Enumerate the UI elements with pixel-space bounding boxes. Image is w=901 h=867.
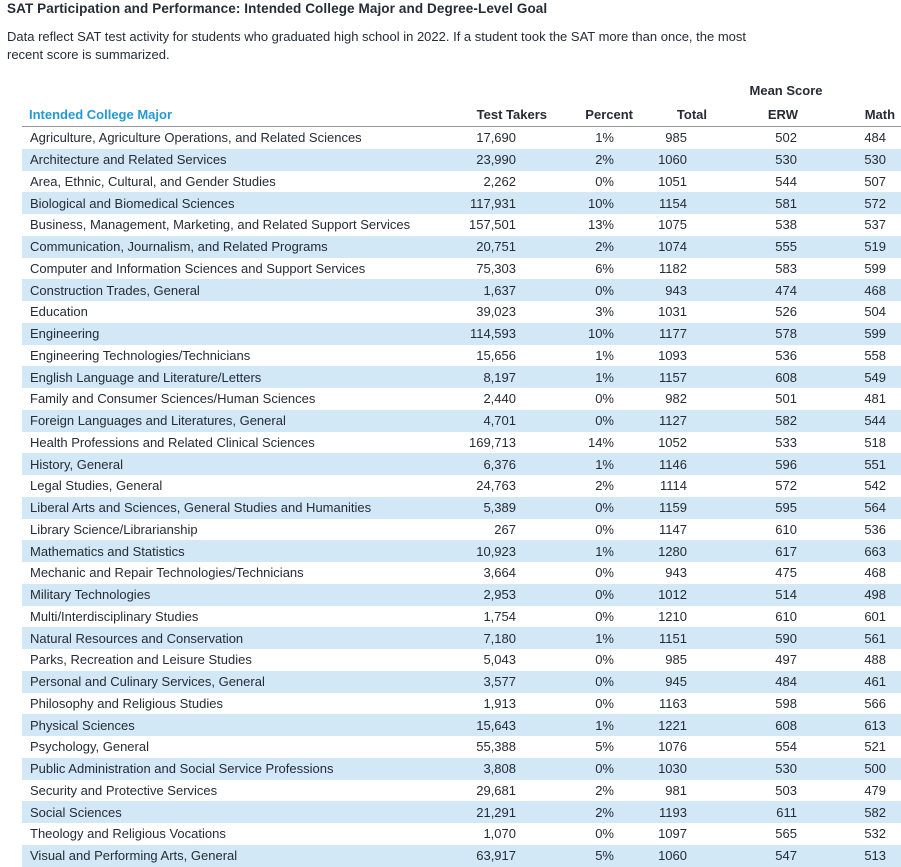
- percent-cell: 0%: [595, 674, 614, 690]
- math-score-cell: 549: [864, 369, 887, 385]
- math-score-cell: 663: [864, 543, 887, 559]
- percent-cell: 2%: [595, 152, 614, 168]
- math-score-cell: 500: [864, 761, 887, 777]
- major-cell: Physical Sciences: [30, 717, 135, 733]
- total-score-cell: 1093: [658, 347, 687, 363]
- major-cell: Communication, Journalism, and Related Programs: [30, 239, 328, 255]
- table-row: [22, 345, 901, 367]
- major-cell: Business, Management, Marketing, and Related Support Services: [30, 217, 411, 233]
- percent-cell: 0%: [595, 282, 614, 298]
- total-score-cell: 1221: [658, 717, 687, 733]
- math-score-cell: 564: [864, 500, 887, 516]
- erw-score-cell: 565: [775, 826, 797, 842]
- math-score-cell: 544: [864, 413, 887, 429]
- math-score-cell: 601: [864, 608, 887, 624]
- math-score-cell: 484: [864, 130, 887, 146]
- test-takers-cell: 157,501: [469, 217, 516, 233]
- percent-cell: 14%: [587, 434, 614, 450]
- math-score-cell: 481: [864, 391, 887, 407]
- erw-score-cell: 530: [775, 761, 797, 777]
- total-score-cell: 945: [665, 674, 687, 690]
- total-score-cell: 1182: [659, 260, 687, 276]
- table-row: [22, 584, 901, 606]
- math-score-cell: 479: [864, 782, 887, 798]
- erw-score-cell: 596: [775, 456, 797, 472]
- total-score-cell: 1060: [658, 152, 687, 168]
- major-cell: Area, Ethnic, Cultural, and Gender Studies: [30, 173, 276, 189]
- total-score-cell: 1030: [658, 761, 687, 777]
- percent-cell: 0%: [595, 521, 614, 537]
- table-row: [22, 258, 901, 280]
- table-row: [22, 432, 901, 454]
- test-takers-cell: 10,923: [476, 543, 516, 559]
- table-row: [22, 845, 901, 867]
- erw-score-cell: 530: [775, 152, 797, 168]
- major-cell: Biological and Biomedical Sciences: [30, 195, 235, 211]
- math-score-cell: 521: [864, 739, 887, 755]
- table-row: [22, 671, 901, 693]
- percent-cell: 1%: [595, 130, 614, 146]
- math-score-cell: 504: [864, 304, 887, 320]
- major-cell: Library Science/Librarianship: [30, 521, 198, 537]
- erw-score-cell: 608: [775, 717, 797, 733]
- major-cell: Public Administration and Social Service Professions: [30, 761, 334, 777]
- percent-cell: 6%: [595, 260, 614, 276]
- percent-cell: 2%: [595, 782, 614, 798]
- math-score-cell: 599: [864, 326, 887, 342]
- erw-score-cell: 497: [775, 652, 797, 668]
- major-cell: Theology and Religious Vocations: [30, 826, 226, 842]
- math-score-cell: 566: [864, 695, 887, 711]
- total-score-cell: 1012: [658, 587, 687, 603]
- table-row: [22, 149, 901, 171]
- math-score-cell: 537: [864, 217, 887, 233]
- erw-score-cell: 611: [776, 804, 797, 820]
- total-score-cell: 1280: [658, 543, 687, 559]
- major-cell: Philosophy and Religious Studies: [30, 695, 223, 711]
- table-row: [22, 388, 901, 410]
- math-score-cell: 461: [864, 674, 887, 690]
- erw-score-cell: 610: [775, 608, 797, 624]
- table-row: [22, 562, 901, 584]
- test-takers-cell: 6,376: [483, 456, 516, 472]
- percent-cell: 2%: [595, 804, 614, 820]
- math-score-cell: 518: [864, 434, 887, 450]
- test-takers-cell: 267: [494, 521, 516, 537]
- major-cell: Military Technologies: [30, 587, 151, 603]
- column-header-major: Intended College Major: [22, 98, 445, 127]
- erw-score-cell: 526: [775, 304, 797, 320]
- test-takers-cell: 1,913: [483, 695, 516, 711]
- math-score-cell: 536: [864, 521, 887, 537]
- page-description-line1: Data reflect SAT test activity for students who graduated high school in 2022. If a student took the SAT more than once, the most: [7, 29, 747, 44]
- math-score-cell: 530: [864, 152, 887, 168]
- table-row: [22, 823, 901, 845]
- percent-cell: 0%: [595, 565, 614, 581]
- total-score-cell: 982: [665, 391, 687, 407]
- major-cell: Computer and Information Sciences and Support Services: [30, 260, 366, 276]
- major-cell: Engineering Technologies/Technicians: [30, 347, 251, 363]
- erw-score-cell: 502: [775, 130, 797, 146]
- erw-score-cell: 595: [775, 500, 797, 516]
- percent-cell: 1%: [595, 456, 614, 472]
- major-cell: Legal Studies, General: [30, 478, 163, 494]
- total-score-cell: 943: [665, 282, 687, 298]
- erw-score-cell: 582: [775, 413, 797, 429]
- column-header-test-takers: Test Takers: [445, 98, 547, 127]
- erw-score-cell: 554: [775, 739, 797, 755]
- major-cell: Social Sciences: [30, 804, 122, 820]
- major-cell: Multi/Interdisciplinary Studies: [30, 608, 199, 624]
- table-row: [22, 366, 901, 388]
- percent-cell: 2%: [595, 239, 614, 255]
- column-header-row: [22, 98, 901, 127]
- erw-score-cell: 572: [775, 478, 797, 494]
- math-score-cell: 558: [864, 347, 887, 363]
- total-score-cell: 1210: [658, 608, 687, 624]
- math-score-cell: 551: [864, 456, 887, 472]
- test-takers-cell: 2,953: [483, 587, 516, 603]
- percent-cell: 0%: [595, 173, 614, 189]
- test-takers-cell: 3,808: [483, 761, 516, 777]
- math-score-cell: 488: [864, 652, 887, 668]
- math-score-cell: 532: [864, 826, 887, 842]
- test-takers-cell: 2,440: [483, 391, 516, 407]
- math-score-cell: 613: [864, 717, 887, 733]
- total-score-cell: 981: [665, 782, 687, 798]
- table-row: [22, 453, 901, 475]
- total-score-cell: 1114: [660, 478, 687, 494]
- table-row: [22, 540, 901, 562]
- table-row: [22, 714, 901, 736]
- group-header-row: [22, 76, 901, 98]
- test-takers-cell: 39,023: [476, 304, 516, 320]
- group-header-spacer: [22, 76, 633, 98]
- column-header-math: Math: [817, 98, 901, 127]
- test-takers-cell: 8,197: [483, 369, 516, 385]
- percent-cell: 10%: [587, 195, 614, 211]
- total-score-cell: 1052: [658, 434, 687, 450]
- erw-score-cell: 484: [775, 674, 797, 690]
- erw-score-cell: 581: [775, 195, 797, 211]
- major-cell: Mathematics and Statistics: [30, 543, 185, 559]
- percent-cell: 5%: [595, 739, 614, 755]
- major-cell: English Language and Literature/Letters: [30, 369, 262, 385]
- table-row: [22, 758, 901, 780]
- test-takers-cell: 29,681: [476, 782, 516, 798]
- major-cell: Education: [30, 304, 88, 320]
- major-cell: History, General: [30, 456, 123, 472]
- percent-cell: 1%: [595, 543, 614, 559]
- erw-score-cell: 514: [775, 587, 797, 603]
- total-score-cell: 1097: [658, 826, 687, 842]
- test-takers-cell: 2,262: [483, 173, 516, 189]
- total-score-cell: 985: [665, 652, 687, 668]
- table-row: [22, 171, 901, 193]
- table-row: [22, 323, 901, 345]
- percent-cell: 13%: [587, 217, 614, 233]
- test-takers-cell: 20,751: [476, 239, 516, 255]
- total-score-cell: 1031: [658, 304, 687, 320]
- test-takers-cell: 55,388: [476, 739, 516, 755]
- column-header-erw: ERW: [707, 98, 817, 127]
- erw-score-cell: 610: [775, 521, 797, 537]
- total-score-cell: 1146: [659, 456, 687, 472]
- table-row: [22, 736, 901, 758]
- test-takers-cell: 75,303: [476, 260, 516, 276]
- erw-score-cell: 544: [775, 173, 797, 189]
- percent-cell: 1%: [595, 369, 614, 385]
- table-row: [22, 301, 901, 323]
- test-takers-cell: 7,180: [483, 630, 516, 646]
- page-description-line2: recent score is summarized.: [7, 46, 170, 62]
- test-takers-cell: 23,990: [476, 152, 516, 168]
- percent-cell: 1%: [595, 347, 614, 363]
- total-score-cell: 1159: [659, 500, 687, 516]
- erw-score-cell: 474: [775, 282, 797, 298]
- percent-cell: 0%: [595, 391, 614, 407]
- table-row: [22, 627, 901, 649]
- test-takers-cell: 1,754: [483, 608, 516, 624]
- majors-table-container: [22, 76, 901, 867]
- table-row: [22, 127, 901, 149]
- test-takers-cell: 15,656: [476, 347, 516, 363]
- column-header-percent: Percent: [547, 98, 633, 127]
- percent-cell: 10%: [587, 326, 614, 342]
- percent-cell: 2%: [595, 478, 614, 494]
- test-takers-cell: 17,690: [476, 130, 516, 146]
- test-takers-cell: 169,713: [469, 434, 516, 450]
- math-score-cell: 572: [864, 195, 887, 211]
- percent-cell: 0%: [595, 695, 614, 711]
- erw-score-cell: 578: [775, 326, 797, 342]
- percent-cell: 0%: [595, 413, 614, 429]
- table-row: [22, 606, 901, 628]
- major-cell: Architecture and Related Services: [30, 152, 227, 168]
- total-score-cell: 1075: [658, 217, 687, 233]
- percent-cell: 0%: [595, 608, 614, 624]
- major-cell: Liberal Arts and Sciences, General Studies and Humanities: [30, 500, 372, 516]
- page-title: SAT Participation and Performance: Intended College Major and Degree-Level Goal: [7, 1, 548, 16]
- percent-cell: 0%: [595, 587, 614, 603]
- erw-score-cell: 617: [775, 543, 797, 559]
- total-score-cell: 1076: [658, 739, 687, 755]
- test-takers-cell: 5,043: [483, 652, 516, 668]
- total-score-cell: 1193: [659, 804, 687, 820]
- math-score-cell: 507: [864, 173, 887, 189]
- percent-cell: 0%: [595, 500, 614, 516]
- test-takers-cell: 1,070: [483, 826, 516, 842]
- erw-score-cell: 590: [775, 630, 797, 646]
- erw-score-cell: 547: [775, 848, 797, 864]
- math-score-cell: 582: [864, 804, 887, 820]
- erw-score-cell: 608: [775, 369, 797, 385]
- math-score-cell: 519: [864, 239, 887, 255]
- major-cell: Natural Resources and Conservation: [30, 630, 244, 646]
- majors-table-body: [22, 127, 901, 867]
- total-score-cell: 1157: [659, 369, 687, 385]
- table-row: [22, 279, 901, 301]
- percent-cell: 0%: [595, 652, 614, 668]
- table-row: [22, 410, 901, 432]
- erw-score-cell: 598: [775, 695, 797, 711]
- test-takers-cell: 21,291: [476, 804, 516, 820]
- erw-score-cell: 555: [775, 239, 797, 255]
- column-header-total: Total: [633, 98, 707, 127]
- table-row: [22, 780, 901, 802]
- major-cell: Health Professions and Related Clinical Sciences: [30, 434, 315, 450]
- test-takers-cell: 5,389: [483, 500, 516, 516]
- major-cell: Personal and Culinary Services, General: [30, 674, 265, 690]
- table-row: [22, 192, 901, 214]
- major-cell: Mechanic and Repair Technologies/Technicians: [30, 565, 304, 581]
- major-cell: Family and Consumer Sciences/Human Sciences: [30, 391, 316, 407]
- table-row: [22, 214, 901, 236]
- total-score-cell: 1127: [659, 413, 687, 429]
- math-score-cell: 561: [864, 630, 887, 646]
- total-score-cell: 1051: [658, 173, 687, 189]
- math-score-cell: 468: [864, 282, 887, 298]
- table-row: [22, 475, 901, 497]
- test-takers-cell: 117,931: [469, 195, 516, 211]
- test-takers-cell: 3,664: [483, 565, 516, 581]
- test-takers-cell: 1,637: [483, 282, 516, 298]
- math-score-cell: 599: [864, 260, 887, 276]
- total-score-cell: 1060: [658, 848, 687, 864]
- erw-score-cell: 538: [775, 217, 797, 233]
- percent-cell: 5%: [595, 848, 614, 864]
- percent-cell: 3%: [595, 304, 614, 320]
- test-takers-cell: 114,593: [469, 326, 516, 342]
- math-score-cell: 498: [864, 587, 887, 603]
- test-takers-cell: 4,701: [483, 413, 516, 429]
- table-row: [22, 519, 901, 541]
- total-score-cell: 1074: [658, 239, 687, 255]
- percent-cell: 1%: [595, 630, 614, 646]
- total-score-cell: 985: [665, 130, 687, 146]
- major-cell: Agriculture, Agriculture Operations, and Related Sciences: [30, 130, 362, 146]
- math-score-cell: 542: [864, 478, 887, 494]
- percent-cell: 0%: [595, 761, 614, 777]
- total-score-cell: 943: [665, 565, 687, 581]
- page-description: [7, 28, 887, 63]
- table-row: [22, 649, 901, 671]
- math-score-cell: 468: [864, 565, 887, 581]
- total-score-cell: 1147: [659, 521, 687, 537]
- major-cell: Construction Trades, General: [30, 282, 200, 298]
- major-cell: Visual and Performing Arts, General: [30, 848, 238, 864]
- erw-score-cell: 503: [775, 782, 797, 798]
- test-takers-cell: 15,643: [476, 717, 516, 733]
- math-score-cell: 513: [864, 848, 887, 864]
- majors-table: [22, 76, 901, 867]
- major-cell: Engineering: [30, 326, 100, 342]
- percent-cell: 0%: [595, 826, 614, 842]
- table-row: [22, 236, 901, 258]
- major-cell: Security and Protective Services: [30, 782, 218, 798]
- table-row: [22, 801, 901, 823]
- total-score-cell: 1154: [659, 195, 687, 211]
- table-row: [22, 693, 901, 715]
- major-cell: Psychology, General: [30, 739, 149, 755]
- percent-cell: 1%: [595, 717, 614, 733]
- erw-score-cell: 583: [775, 260, 797, 276]
- erw-score-cell: 501: [775, 391, 797, 407]
- erw-score-cell: 475: [775, 565, 797, 581]
- mean-score-group-header: Mean Score: [749, 83, 823, 98]
- total-score-cell: 1177: [659, 326, 687, 342]
- table-row: [22, 497, 901, 519]
- major-cell: Parks, Recreation and Leisure Studies: [30, 652, 252, 668]
- major-cell: Foreign Languages and Literatures, General: [30, 413, 286, 429]
- test-takers-cell: 3,577: [483, 674, 516, 690]
- test-takers-cell: 63,917: [476, 848, 516, 864]
- test-takers-cell: 24,763: [476, 478, 516, 494]
- total-score-cell: 1163: [659, 695, 687, 711]
- erw-score-cell: 536: [775, 347, 797, 363]
- total-score-cell: 1151: [659, 630, 687, 646]
- erw-score-cell: 533: [775, 434, 797, 450]
